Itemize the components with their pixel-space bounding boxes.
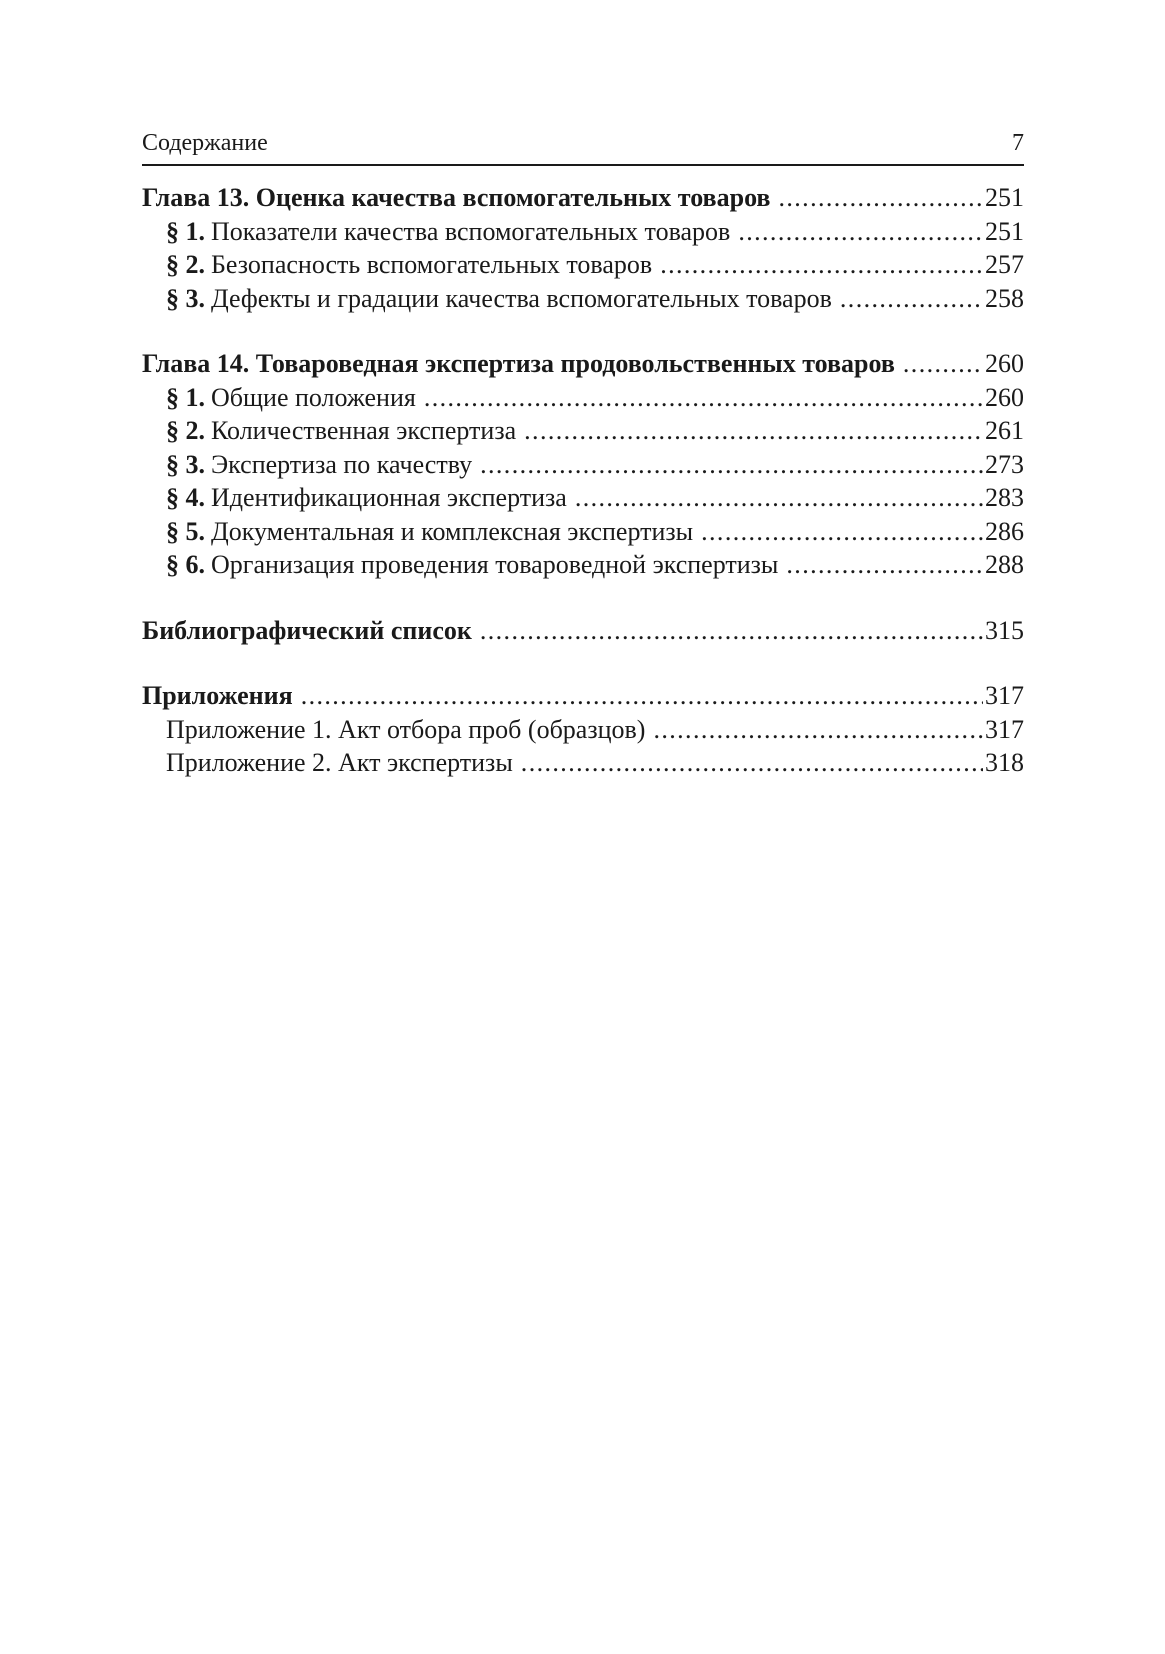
section-number: § 3. bbox=[166, 449, 205, 479]
appendices-title: Приложения bbox=[142, 681, 293, 710]
appendices-page: 317 bbox=[985, 681, 1024, 710]
chapter-page: 260 bbox=[985, 349, 1024, 378]
dot-leader bbox=[786, 548, 983, 582]
section-page: 257 bbox=[985, 250, 1024, 279]
section-title: Идентификационная экспертиза bbox=[211, 483, 567, 512]
dot-leader bbox=[521, 746, 983, 780]
section-page: 283 bbox=[985, 483, 1024, 512]
appendix-title: Приложение 2. Акт экспертизы bbox=[166, 748, 513, 777]
section-number: § 1. bbox=[166, 216, 205, 246]
toc-section bbox=[142, 515, 1024, 549]
section-page: 258 bbox=[985, 283, 1024, 313]
section-number: § 1. bbox=[166, 382, 205, 412]
appendix-page: 318 bbox=[985, 748, 1024, 777]
dot-leader bbox=[738, 215, 983, 249]
dot-leader bbox=[778, 181, 983, 215]
section-number: § 2. bbox=[166, 250, 205, 279]
dot-leader bbox=[301, 679, 983, 713]
toc-bibliography bbox=[142, 614, 1024, 648]
toc-section bbox=[142, 548, 1024, 582]
page-number: 7 bbox=[1012, 130, 1024, 156]
section-page: 261 bbox=[985, 416, 1024, 445]
section-number: § 5. bbox=[166, 516, 205, 546]
section-title: Документальная и комплексная экспертизы bbox=[211, 516, 694, 546]
toc-section bbox=[142, 282, 1024, 316]
appendix-title: Приложение 1. Акт отбора проб (образцов) bbox=[166, 714, 646, 744]
section-title: Показатели качества вспомогательных товаров bbox=[211, 216, 731, 246]
dot-leader bbox=[903, 347, 983, 381]
chapter-page: 251 bbox=[985, 183, 1024, 212]
section-number: § 6. bbox=[166, 550, 205, 579]
section-page: 286 bbox=[985, 516, 1024, 546]
section-title: Организация проведения товароведной экспертизы bbox=[211, 550, 779, 579]
section-number: § 4. bbox=[166, 483, 205, 512]
toc-chapter-14 bbox=[142, 347, 1024, 381]
section-page: 251 bbox=[985, 216, 1024, 246]
toc-section bbox=[142, 381, 1024, 415]
spacer bbox=[142, 315, 1024, 347]
bibliography-page: 315 bbox=[985, 615, 1024, 645]
toc-chapter-13 bbox=[142, 181, 1024, 215]
dot-leader bbox=[480, 614, 983, 648]
dot-leader bbox=[524, 414, 983, 448]
table-of-contents bbox=[142, 181, 1024, 780]
toc-appendix-item bbox=[142, 713, 1024, 747]
toc-section bbox=[142, 248, 1024, 282]
section-page: 273 bbox=[985, 449, 1024, 479]
section-number: § 3. bbox=[166, 283, 205, 313]
running-head-title: Содержание bbox=[142, 130, 268, 156]
section-title: Экспертиза по качеству bbox=[211, 449, 473, 479]
dot-leader bbox=[575, 481, 983, 515]
toc-section bbox=[142, 215, 1024, 249]
section-page: 260 bbox=[985, 382, 1024, 412]
dot-leader bbox=[424, 381, 983, 415]
section-number: § 2. bbox=[166, 416, 205, 445]
spacer bbox=[142, 582, 1024, 614]
toc-section bbox=[142, 448, 1024, 482]
dot-leader bbox=[480, 448, 983, 482]
section-title: Безопасность вспомогательных товаров bbox=[211, 250, 653, 279]
toc-appendix-item bbox=[142, 746, 1024, 780]
section-page: 288 bbox=[985, 550, 1024, 579]
section-title: Общие положения bbox=[211, 382, 416, 412]
spacer bbox=[142, 647, 1024, 679]
dot-leader bbox=[701, 515, 983, 549]
dot-leader bbox=[653, 713, 983, 747]
bibliography-title: Библиографический список bbox=[142, 615, 472, 645]
chapter-title: Глава 14. Товароведная экспертиза продовольственных товаров bbox=[142, 349, 895, 378]
toc-section bbox=[142, 414, 1024, 448]
dot-leader bbox=[840, 282, 983, 316]
toc-section bbox=[142, 481, 1024, 515]
section-title: Количественная экспертиза bbox=[211, 416, 517, 445]
chapter-title: Глава 13. Оценка качества вспомогательных товаров bbox=[142, 183, 771, 212]
dot-leader bbox=[660, 248, 983, 282]
running-head bbox=[142, 128, 1024, 166]
appendix-page: 317 bbox=[985, 714, 1024, 744]
toc-appendices bbox=[142, 679, 1024, 713]
section-title: Дефекты и градации качества вспомогательных товаров bbox=[211, 283, 832, 313]
